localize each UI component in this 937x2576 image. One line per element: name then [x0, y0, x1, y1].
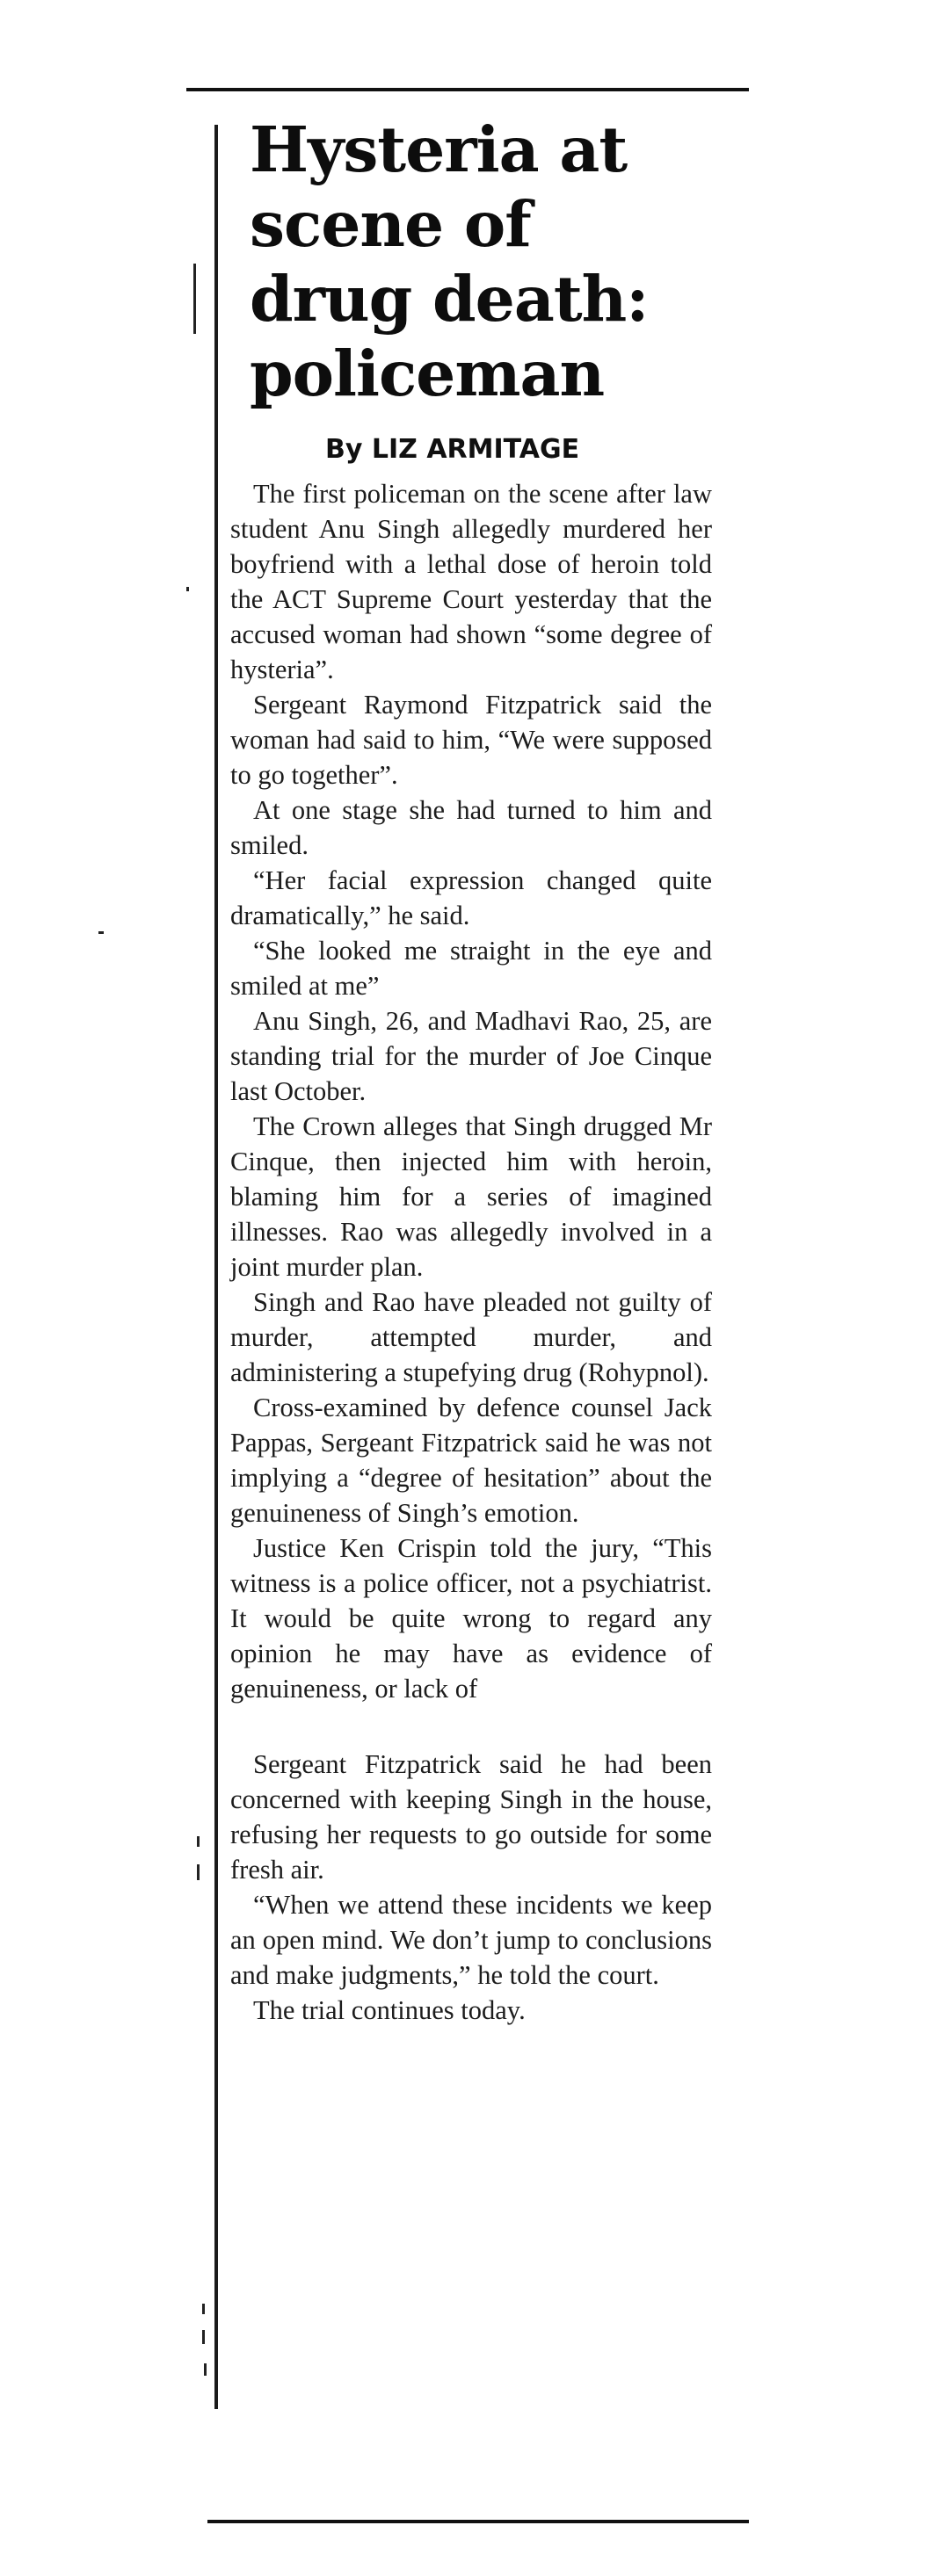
margin-mark [197, 1864, 200, 1880]
article-paragraph: Sergeant Fitzpatrick said he had been concerned with keeping Singh in the house, refusing her requests to go outside for some fresh air. [230, 1749, 712, 1885]
margin-mark [193, 264, 196, 334]
headline: Hysteria at scene of drug death: policeman [250, 112, 649, 410]
article-paragraph: Sergeant Raymond Fitzpatrick said the woman had said to him, “We were supposed to go together”. [230, 690, 712, 790]
margin-mark [204, 2363, 207, 2376]
article-paragraph: “Her facial expression changed quite dramatically,” he said. [230, 865, 712, 930]
column-rule [214, 125, 218, 2409]
article-paragraph: The trial continues today. [253, 1995, 526, 2025]
article-paragraph: “She looked me straight in the eye and smiled at me” [230, 936, 712, 1001]
margin-mark [202, 2304, 205, 2314]
bottom-rule [207, 2520, 749, 2523]
article-paragraph: The Crown alleges that Singh drugged Mr Cinque, then injected him with heroin, blaming him for a series of imagined illnesses. Rao was allegedly involved in a joint murder plan. [230, 1111, 712, 1282]
article-paragraph: Anu Singh, 26, and Madhavi Rao, 25, are standing trial for the murder of Joe Cinque last October. [230, 1006, 712, 1106]
news-article [230, 112, 712, 2028]
margin-mark [202, 2330, 205, 2344]
article-paragraph: “When we attend these incidents we keep an open mind. We don’t jump to conclusions and make judgments,” he told the court. [230, 1890, 712, 1990]
article-body [230, 476, 712, 2028]
article-paragraph: Cross-examined by defence counsel Jack Pappas, Sergeant Fitzpatrick said he was not implying a “degree of hesitation” about the genuineness of Singh’s emotion. [230, 1393, 712, 1528]
margin-mark [197, 1836, 200, 1847]
margin-mark [186, 587, 189, 591]
article-paragraph: The first policeman on the scene after law student Anu Singh allegedly murdered her boyfriend with a lethal dose of heroin told the ACT Supreme Court yesterday that the accused woman had shown “some degree of hysteria”. [230, 479, 712, 684]
margin-mark [98, 931, 104, 934]
byline: By LIZ ARMITAGE [325, 434, 580, 465]
article-paragraph: Justice Ken Crispin told the jury, “This witness is a police officer, not a psychiatrist. It would be quite wrong to regard any opinion he may have as evidence of genuineness, or lack of [230, 1533, 712, 1704]
article-paragraph: Singh and Rao have pleaded not guilty of murder, attempted murder, and administering a stupefying drug (Rohypnol). [230, 1287, 712, 1387]
top-rule [186, 88, 749, 91]
article-paragraph: At one stage she had turned to him and smiled. [230, 795, 712, 860]
